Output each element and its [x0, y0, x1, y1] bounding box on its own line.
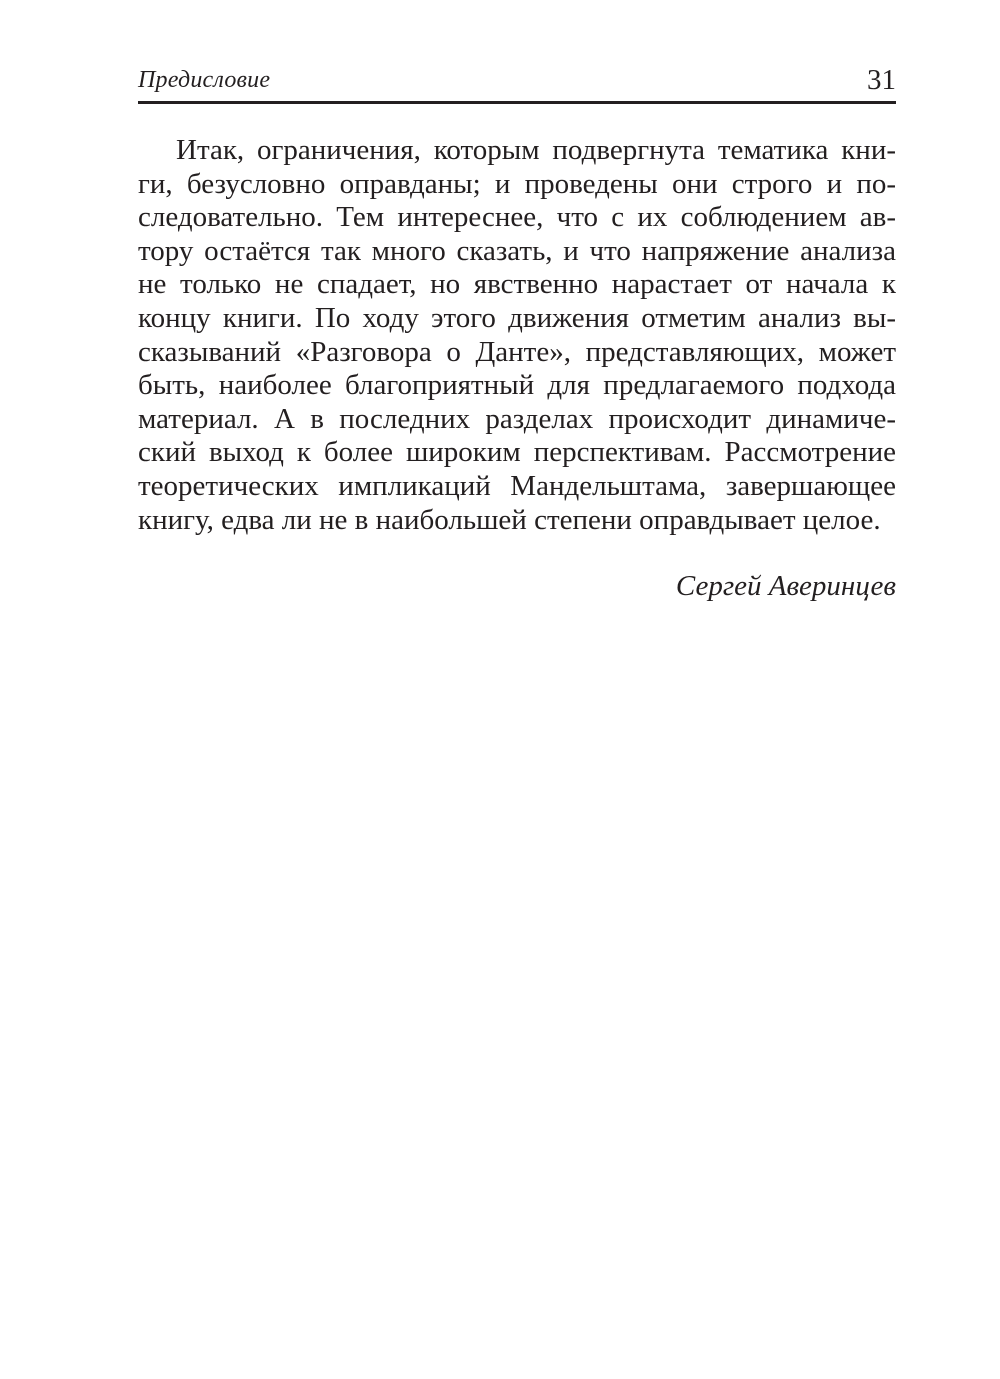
header-rule — [138, 101, 896, 104]
text-line: теоретических импликаций Мандельштама, завершающее — [138, 469, 896, 502]
author-signature: Сергей Аверинцев — [675, 570, 896, 602]
paragraph — [138, 134, 896, 537]
text-line: концу книги. По ходу этого движения отметим анализ вы- — [138, 301, 896, 334]
text-line: следовательно. Тем интереснее, что с их соблюдением ав- — [138, 201, 896, 234]
text-line: быть, наиболее благоприятный для предлагаемого подхода — [138, 369, 896, 402]
text-line: сказываний «Разговора о Данте», представляющих, может — [138, 335, 896, 368]
running-title: Предисловие — [138, 67, 271, 93]
page-number: 31 — [867, 64, 896, 96]
text-line: ги, безусловно оправданы; и проведены они строго и по- — [138, 167, 896, 200]
text-line: книгу, едва ли не в наибольшей степени оправдывает целое. — [138, 503, 881, 536]
text-line: тору остаётся так много сказать, и что напряжение анализа — [138, 234, 896, 267]
text-line: материал. А в последних разделах происходит динамиче- — [138, 402, 896, 435]
text-line: не только не спадает, но явственно нарастает от начала к — [138, 268, 896, 301]
running-header — [138, 60, 896, 100]
text-line: Итак, ограничения, которым подвергнута тематика кни- — [176, 134, 896, 166]
text-line: ский выход к более широким перспективам. Рассмотрение — [138, 436, 896, 469]
